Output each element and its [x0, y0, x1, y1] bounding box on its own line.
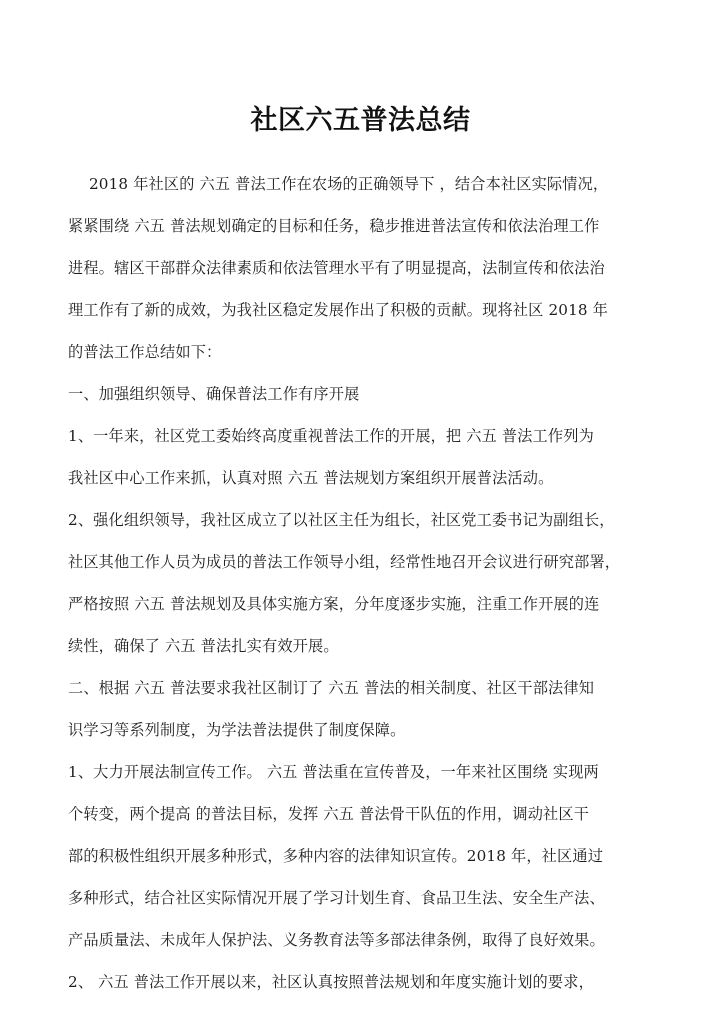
page-title: 社区六五普法总结 [250, 105, 471, 137]
body-line: 个转变，两个提高 的普法目标，发挥 六五 普法骨干队伍的作用，调动社区干 [68, 805, 590, 823]
document-body [68, 163, 628, 1003]
body-line: 续性，确保了 六五 普法扎实有效开展。 [68, 637, 339, 655]
body-line: 1、大力开展法制宣传工作。 六五 普法重在宣传普及，一年来社区围绕 实现两 [68, 763, 599, 781]
body-line: 紧紧围绕 六五 普法规划确定的目标和任务，稳步推进普法宣传和依法治理工作 [68, 217, 600, 235]
body-line: 识学习等系列制度，为学法普法提供了制度保障。 [68, 721, 406, 739]
body-line: 的普法工作总结如下： [68, 343, 222, 361]
body-line: 产品质量法、未成年人保护法、义务教育法等多部法律条例，取得了良好效果。 [68, 931, 605, 949]
body-line: 我社区中心工作来抓，认真对照 六五 普法规划方案组织开展普法活动。 [68, 469, 554, 487]
body-line: 2、 六五 普法工作开展以来，社区认真按照普法规划和年度实施计划的要求， [68, 973, 594, 991]
body-line: 理工作有了新的成效，为我社区稳定发展作出了积极的贡献。现将社区 2018 年 [68, 301, 609, 319]
body-line: 2018 年社区的 六五 普法工作在农场的正确领导下 ，结合本社区实际情况， [84, 175, 609, 193]
body-line: 2、强化组织领导，我社区成立了以社区主任为组长，社区党工委书记为副组长， [68, 511, 615, 529]
body-line: 严格按照 六五 普法规划及具体实施方案，分年度逐步实施，注重工作开展的连 [68, 595, 600, 613]
section-heading-line: 一、加强组织领导、确保普法工作有序开展 [68, 385, 360, 403]
body-line: 部的积极性组织开展多种形式，多种内容的法律知识宣传。2018 年，社区通过 [68, 847, 604, 865]
body-line: 多种形式，结合社区实际情况开展了学习计划生育、食品卫生法、安全生产法、 [68, 889, 605, 907]
section-heading-line: 二、根据 六五 普法要求我社区制订了 六五 普法的相关制度、社区干部法律知 [68, 679, 595, 697]
body-line: 社区其他工作人员为成员的普法工作领导小组，经常性地召开会议进行研究部署， [68, 553, 621, 571]
body-line: 进程。辖区干部群众法律素质和依法管理水平有了明显提高，法制宣传和依法治 [68, 259, 605, 277]
body-line: 1、一年来，社区党工委始终高度重视普法工作的开展，把 六五 普法工作列为 [68, 427, 594, 445]
